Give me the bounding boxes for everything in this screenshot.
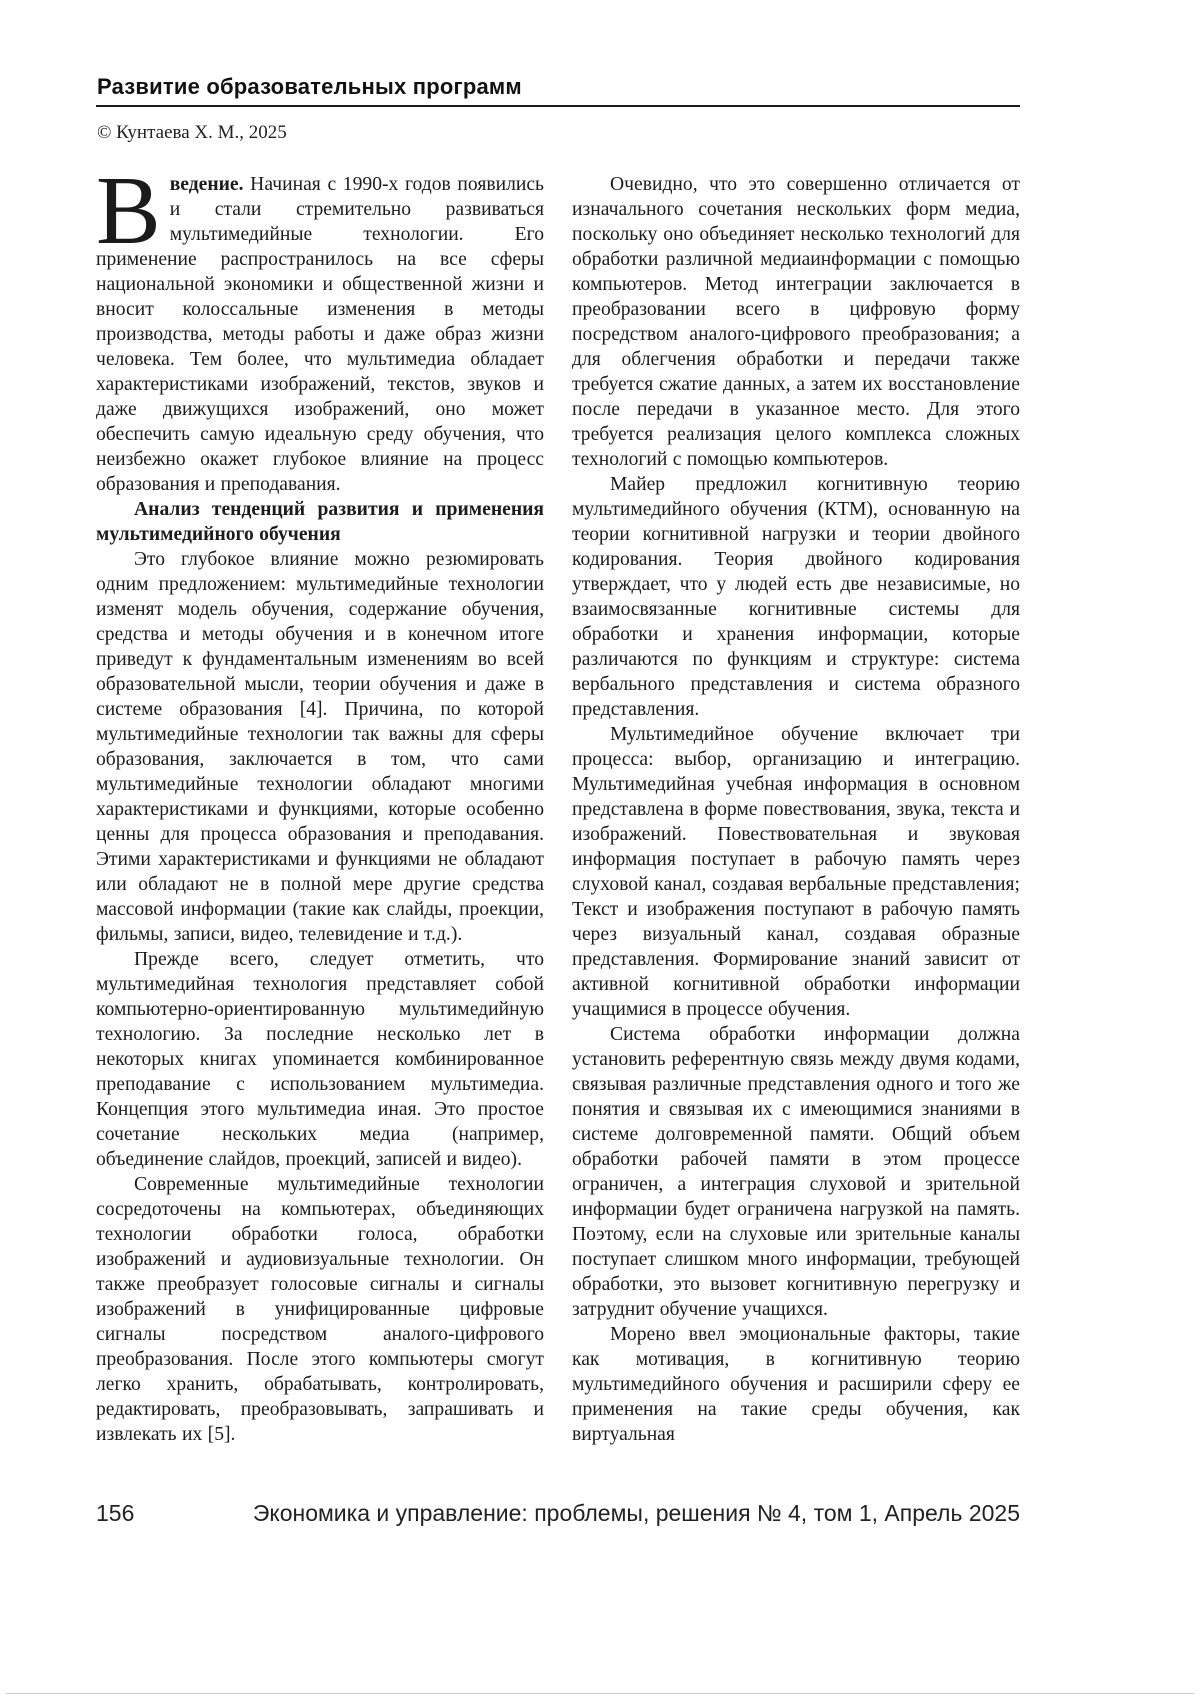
left-paragraph-3: Современные мультимедийные технологии сосредоточены на компьютерах, объединяющих технологии обработки голоса, обработки изображений и аудиовизуальные технологии. Он также преобразует голосовые сигналы и сигналы изображений в унифицированные цифровые сигналы посредством аналого-цифрового преобразования. После этого компьютеры смогут легко хранить, обрабатывать, контролировать, редактировать, преобразовывать, запрашивать и извлекать их [5]. [96, 1174, 544, 1445]
right-paragraph-3: Мультимедийное обучение включает три процесса: выбор, организацию и интеграцию. Мультимедийная учебная информация в основном представлена в форме повествования, звука, текста и изображений. Повествовательная и звуковая информация поступает в рабочую память через слуховой канал, создавая вербальные представления; Текст и изображения поступают в рабочую память через визуальный канал, создавая образные представления. Формирование знаний зависит от активной когнитивной обработки информации учащимися в процессе обучения. [572, 724, 1020, 1020]
page-footer [96, 1500, 1020, 1527]
header-rule [96, 105, 1020, 107]
intro-paragraph [96, 157, 544, 497]
page-edge-line [6, 1693, 1194, 1694]
intro-lead-bold: ведение. [169, 174, 244, 195]
copyright-line: © Кунтаева Х. М., 2025 [97, 122, 287, 143]
left-paragraph-2: Прежде всего, следует отметить, что мультимедийная технология представляет собой компьютерно-ориентированную мультимедийную технологию. За последние несколько лет в некоторых книгах упоминается комбинированное преподавание с использованием мультимедиа. Концепция этого мультимедиа иная. Это простое сочетание нескольких медиа (например, объединение слайдов, проекций, записей и видео). [96, 949, 544, 1170]
intro-text: Начиная с 1990-х годов появились и стали стремительно развиваться мультимедийные технологии. Его применение распространилось на все сферы национальной экономики и общественной жизни и вносит колоссальные изменения в методы производства, методы работы и даже образ жизни человека. Тем более, что мультимедиа обладает характеристиками изображений, текстов, звуков и даже движущихся изображений, оно может обеспечить самую идеальную среду обучения, что неизбежно окажет глубокое влияние на процесс образования и преподавания. [96, 174, 544, 495]
running-head: Развитие образовательных программ [97, 74, 522, 99]
dropcap-letter: В [96, 157, 161, 264]
page-number: 156 [96, 1500, 135, 1526]
right-paragraph-4: Система обработки информации должна установить референтную связь между двумя кодами, связывая различные представления одного и того же понятия и связывая их с имеющимися знаниями в системе долговременной памяти. Общий объем обработки рабочей памяти в этом процессе ограничен, а интеграция слуховой и зрительной информации будет ограничена нагрузкой на память. Поэтому, если на слуховые или зрительные каналы поступает слишком много информации, требующей обработки, это вызовет когнитивную перегрузку и затруднит обучение учащихся. [572, 1024, 1020, 1320]
body-columns [96, 157, 1020, 1447]
left-column [96, 157, 544, 1447]
right-paragraph-5: Морено ввел эмоциональные факторы, такие как мотивация, в когнитивную теорию мультимедийного обучения и расширили сферу ее применения на такие среды обучения, как виртуальная [572, 1324, 1020, 1445]
right-paragraph-2: Майер предложил когнитивную теорию мультимедийного обучения (КТМ), основанную на теории когнитивной нагрузки и теории двойного кодирования. Теория двойного кодирования утверждает, что у людей есть две независимые, но взаимосвязанные когнитивные системы для обработки и хранения информации, которые различаются по функциям и структуре: система вербального представления и система образного представления. [572, 474, 1020, 720]
section-subheading: Анализ тенденций развития и применения мультимедийного обучения [96, 499, 544, 545]
right-paragraph-1: Очевидно, что это совершенно отличается от изначального сочетания нескольких форм медиа, поскольку оно объединяет несколько технологий для обработки различной медиаинформации с помощью компьютеров. Метод интеграции заключается в преобразовании всего в цифровую форму посредством аналого-цифрового преобразования; а для облегчения обработки и передачи также требуется сжатие данных, а затем их восстановление после передачи в указанное место. Для этого требуется реализация целого комплекса сложных технологий с помощью компьютеров. [572, 174, 1020, 470]
left-paragraph-1: Это глубокое влияние можно резюмировать одним предложением: мультимедийные технологии изменят модель обучения, содержание обучения, средства и методы обучения и в конечном итоге приведут к фундаментальным изменениям во всей образовательной мысли, теории обучения и даже в системе образования [4]. Причина, по которой мультимедийные технологии так важны для сферы образования, заключается в том, что сами мультимедийные технологии обладают многими характеристиками и функциями, которые особенно ценны для процесса образования и преподавания. Этими характеристиками и функциями не обладают или обладают не в полной мере другие средства массовой информации (такие как слайды, проекции, фильмы, записи, видео, телевидение и т.д.). [96, 549, 544, 945]
right-column [572, 172, 1020, 1447]
journal-title-line: Экономика и управление: проблемы, решения № 4, том 1, Апрель 2025 [252, 1500, 1020, 1526]
